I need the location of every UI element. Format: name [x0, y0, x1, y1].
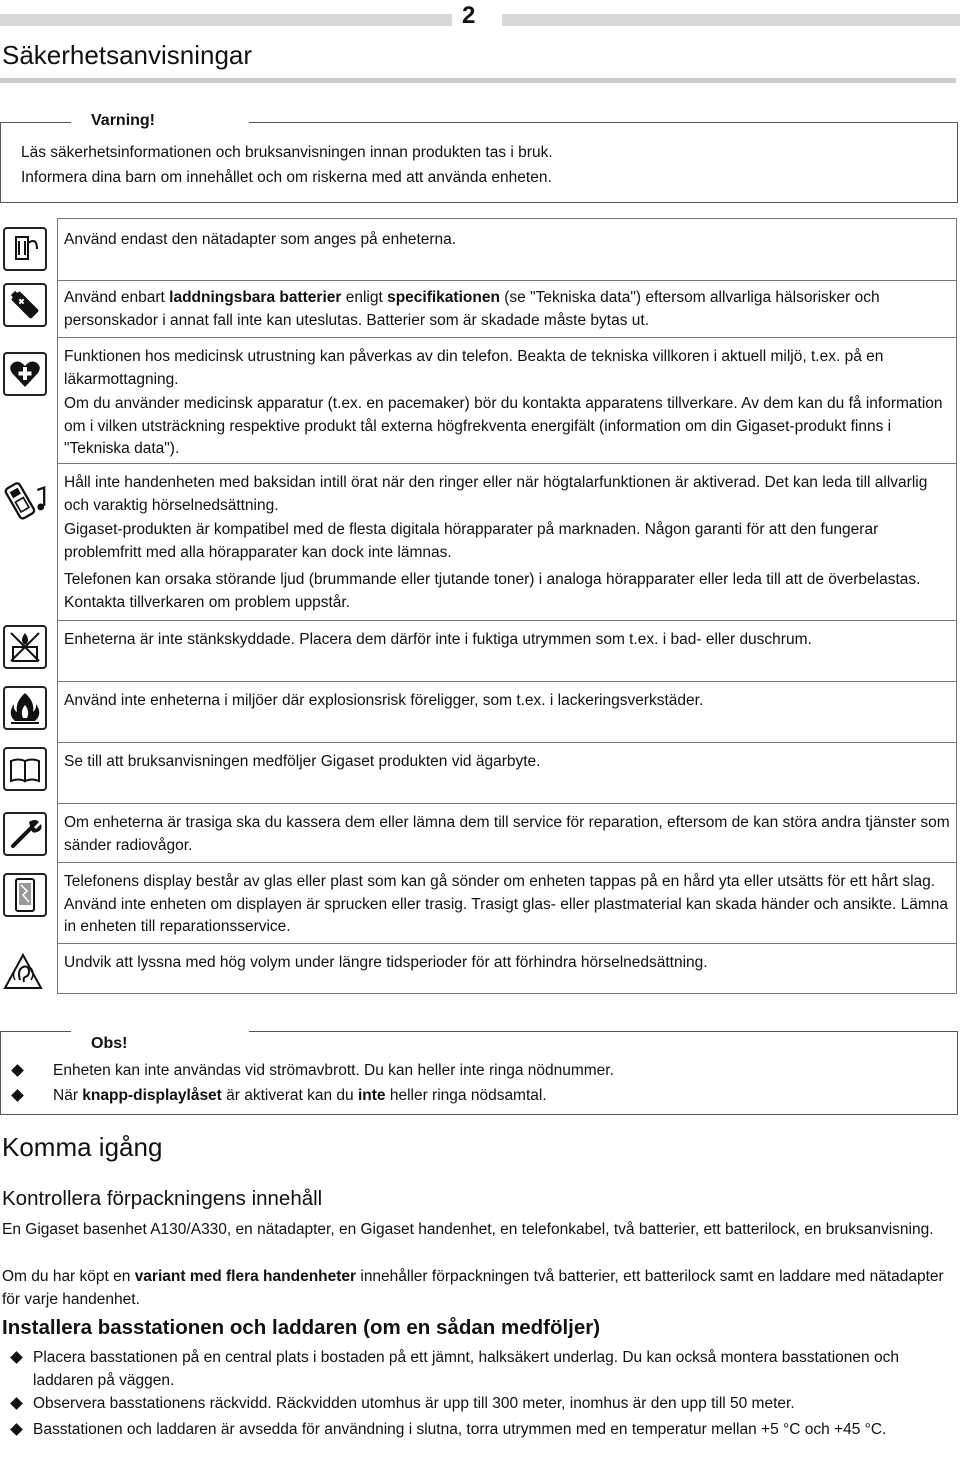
note-b2-t1: När [53, 1087, 83, 1104]
install-bullet-1-text: Placera basstationen på en central plats i bostaden på ett jämnt, halksäkert underlag. Du kan också montera basstationen och laddaren på väggen. [33, 1349, 899, 1389]
contents-para-1: En Gigaset basenhet A130/A330, en nätadapter, en Gigaset handenhet, en telefonkabel, två batterier, ett batterilock, en bruksanvisning. [2, 1221, 934, 1238]
wrench-icon [3, 812, 47, 856]
page-number: 2 [462, 2, 476, 29]
section-install-heading: Installera basstationen och laddaren (om en sådan medföljer) [2, 1316, 601, 1339]
page-title: Säkerhetsanvisningar [2, 40, 253, 70]
no-water-icon [3, 625, 47, 669]
start-heading: Komma igång [2, 1132, 163, 1162]
note-bullet-2 [13, 1085, 547, 1108]
diamond-bullet-icon [11, 1064, 24, 1077]
explosion-text: Använd inte enheterna i miljöer där explosionsrisk föreligger, som t.ex. i lackeringsverkstäder. [64, 692, 704, 709]
install-bullet-2 [12, 1393, 954, 1416]
adapter-text: Använd endast den nätadapter som anges på enheterna. [64, 231, 457, 248]
battery-text [64, 287, 950, 332]
note-box [0, 1031, 958, 1115]
note-b2-t3: heller ringa nödsamtal. [385, 1087, 547, 1104]
install-bullet-3 [12, 1419, 954, 1442]
manual-text: Se till att bruksanvisningen medföljer Gigaset produkten vid ägarbyte. [64, 753, 541, 770]
medical-text-1: Funktionen hos medicinsk utrustning kan påverkas av din telefon. Beakta de tekniska villkoren i aktuell miljö, t.ex. på en läkarmottagning. [64, 348, 884, 388]
book-icon [3, 747, 47, 791]
repair-text: Om enheterna är trasiga ska du kassera dem eller lämna dem till service för reparation, eftersom de kan störa andra tjänster som sänder radiovågor. [64, 814, 950, 854]
warning-line-1: Läs säkerhetsinformationen och bruksanvisningen innan produkten tas i bruk. [21, 144, 553, 161]
header-bar-left [0, 14, 452, 26]
display-text: Telefonens display består av glas eller plast som kan gå sönder om enheten tappas på en hård yta eller utsätts för ett hårt slag. Använd inte enheten om displayen är sprucken eller trasig. Trasigt glas- eller plastmaterial kan skada händer och ansikte. Lämna in enheten till reparationsservice. [64, 873, 948, 935]
note-b2-bold-2: inte [357, 1087, 386, 1104]
hearing-text-1: Håll inte handenheten med baksidan intill örat när den ringer eller när högtalarfunktionen är aktiverad. Det kan leda till allvarlig och varaktig hörselnedsättning. [64, 474, 928, 514]
diamond-bullet-icon [11, 1089, 24, 1102]
contents-p2-t1: Om du har köpt en [2, 1268, 135, 1285]
battery-text-1: Använd enbart [64, 289, 170, 306]
contents-p2-t2: innehåller förpackningen två batterier, ett batterilock samt en laddare med nätadapter för varje handenhet. [2, 1268, 944, 1308]
medical-text-2: Om du använder medicinsk apparatur (t.ex. en pacemaker) bör du kontakta apparatens tillverkare. Av dem kan du få information om i vilken utsträckning respektive produkt tål externa högfrekventa energifält (information om din Gigaset-produkt finns i "Tekniska data"). [64, 395, 943, 457]
header-bar [0, 2, 960, 29]
diamond-bullet-icon [10, 1397, 23, 1410]
contents-p2-bold: variant med flera handenheter [134, 1268, 357, 1285]
note-b2-bold-1: knapp-displaylåset [82, 1087, 222, 1104]
handset-ring-icon [3, 474, 49, 524]
header-bar-right [502, 14, 960, 26]
broken-display-icon [3, 873, 47, 917]
section-contents-heading: Kontrollera förpackningens innehåll [2, 1187, 323, 1210]
title-rule [0, 78, 956, 83]
contents-para-2 [2, 1266, 954, 1311]
note-caption: Obs! [91, 1035, 128, 1052]
battery-text-3: (se "Tekniska data") eftersom allvarliga hälsorisker och personskador i annat fall inte kan uteslutas. Batterier som är skadade måste bytas ut. [64, 289, 880, 329]
warning-line-2: Informera dina barn om innehållet och om riskerna med att använda enheten. [21, 169, 552, 186]
ear-warning-icon [3, 952, 47, 996]
battery-bold-2: specifikationen [387, 289, 500, 306]
hearing-text-3: Telefonen kan orsaka störande ljud (brummande eller tjutande toner) i analoga hörapparater eller leda till att de överbelastas. Kontakta tillverkaren om problem uppstår. [64, 571, 921, 611]
volume-text: Undvik att lyssna med hög volym under längre tidsperioder för att förhindra hörselnedsättning. [64, 954, 708, 971]
install-bullet-2-text: Observera basstationens räckvidd. Räckvidden utomhus är upp till 300 meter, inomhus är den upp till 50 meter. [33, 1395, 795, 1412]
diamond-bullet-icon [10, 1423, 23, 1436]
install-bullet-3-text: Basstationen och laddaren är avsedda för användning i slutna, torra utrymmen med en temperatur mellan +5 °C och +45 °C. [33, 1421, 887, 1438]
note-b2-t2: är aktiverat kan du [221, 1087, 358, 1104]
note-bullet-1-text: Enheten kan inte användas vid strömavbrott. Du kan heller inte ringa nödnummer. [53, 1062, 614, 1079]
power-adapter-icon [3, 227, 47, 271]
hearing-text-2: Gigaset-produkten är kompatibel med de flesta digitala hörapparater på marknaden. Någon garanti för att den fungerar problemfritt med alla hörapparater kan dock inte lämnas. [64, 521, 879, 561]
warning-caption: Varning! [91, 112, 156, 129]
medical-heart-icon [3, 352, 47, 396]
battery-bold-1: laddningsbara batterier [169, 289, 342, 306]
battery-icon [3, 283, 47, 327]
note-bullet-1 [13, 1060, 614, 1083]
diamond-bullet-icon [10, 1351, 23, 1364]
warning-box [0, 112, 958, 203]
battery-text-2: enligt [341, 289, 388, 306]
splash-text: Enheterna är inte stänkskyddade. Placera dem därför inte i fuktiga utrymmen som t.ex. i bad- eller duschrum. [64, 631, 812, 648]
install-bullet-1 [12, 1347, 954, 1392]
flame-icon [3, 686, 47, 730]
